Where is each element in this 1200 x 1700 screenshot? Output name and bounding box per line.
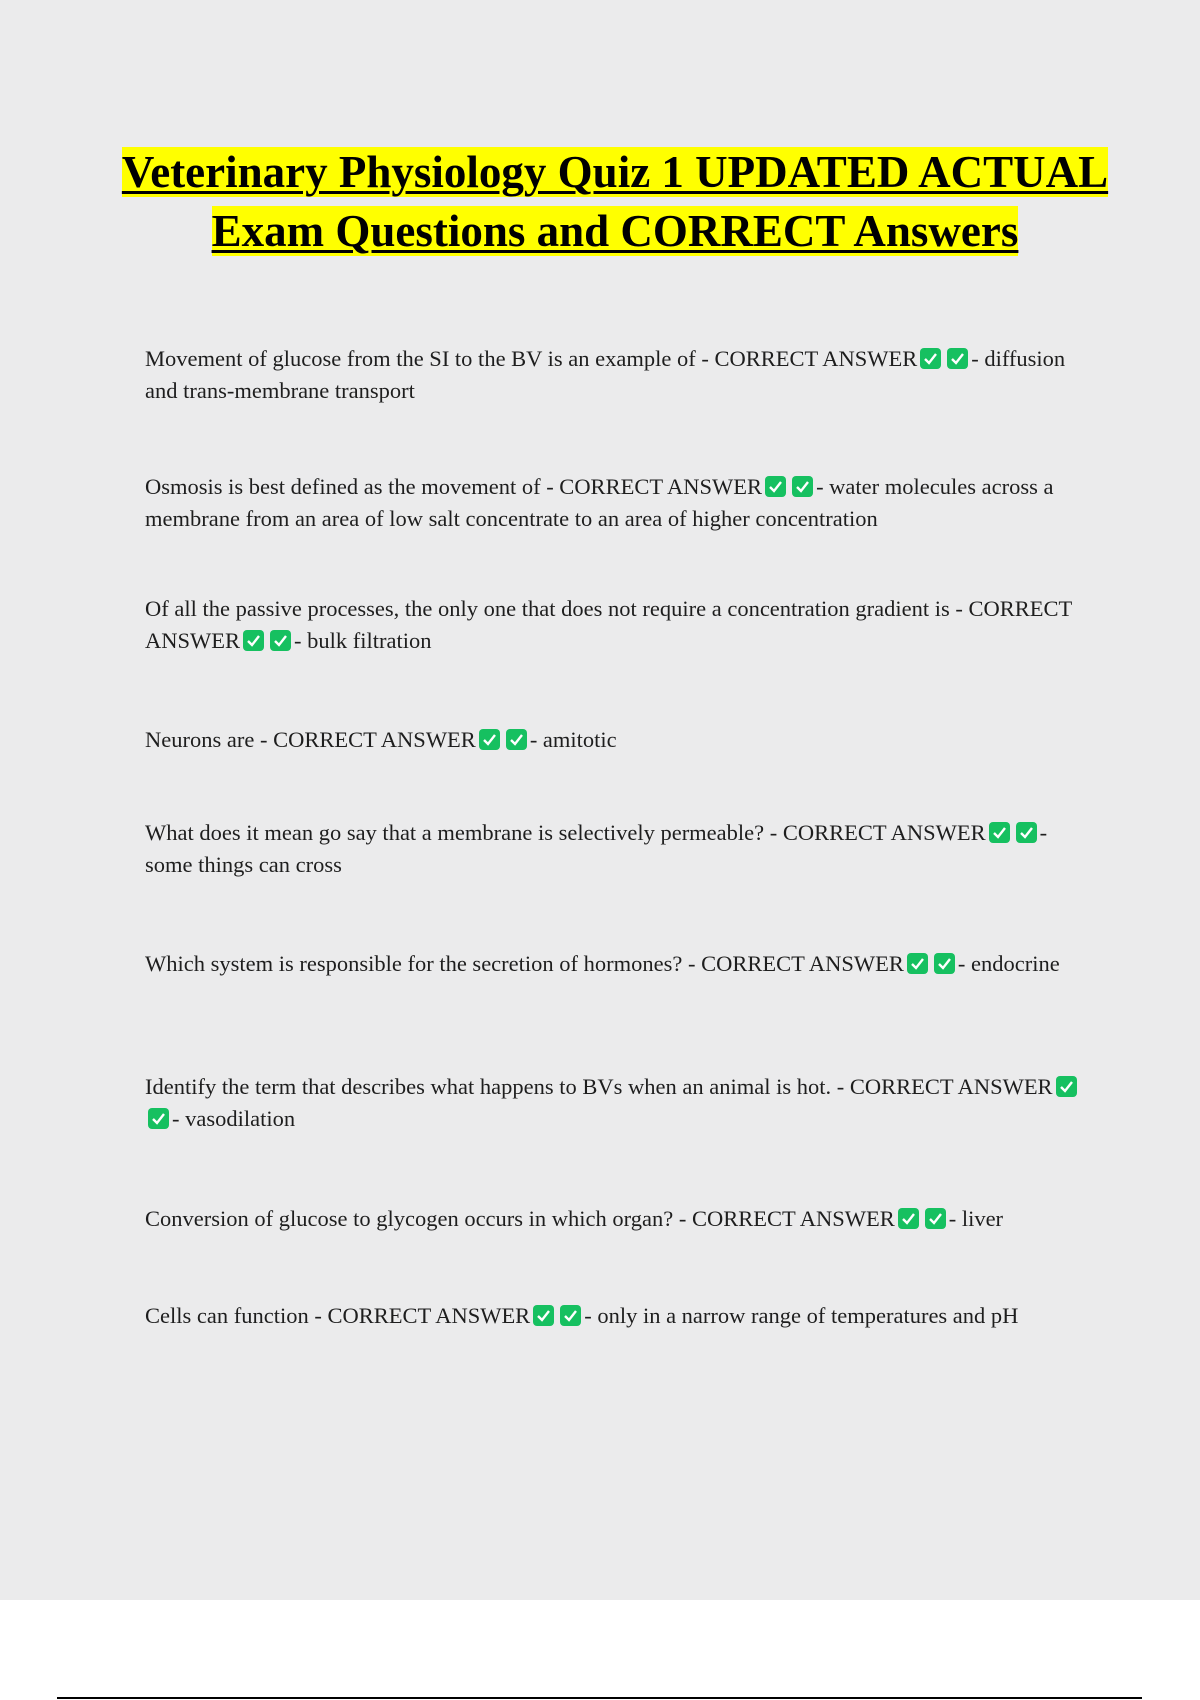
footer-divider: [57, 1697, 1142, 1699]
check-box-icon: [934, 953, 955, 974]
answer-text: - water molecules across a membrane from an area of low salt concentrate to an area of higher concentration: [145, 474, 1054, 531]
qa-item: [145, 724, 1080, 756]
check-box-icon: [560, 1305, 581, 1326]
check-box-icon: [479, 729, 500, 750]
check-box-icon: [989, 822, 1010, 843]
check-box-icon: [765, 476, 786, 497]
question-text: Conversion of glucose to glycogen occurs in which organ? - CORRECT ANSWER: [145, 1206, 895, 1231]
qa-item: [145, 1300, 1080, 1332]
check-box-icon: [270, 630, 291, 651]
check-box-icon: [925, 1208, 946, 1229]
qa-item: [145, 593, 1080, 657]
question-text: Which system is responsible for the secretion of hormones? - CORRECT ANSWER: [145, 951, 904, 976]
question-text: Of all the passive processes, the only one that does not require a concentration gradient is - CORRECT ANSWER: [145, 596, 1072, 653]
question-text: What does it mean go say that a membrane is selectively permeable? - CORRECT ANSWER: [145, 820, 986, 845]
document-title-text: Veterinary Physiology Quiz 1 UPDATED ACTUAL Exam Questions and CORRECT Answers: [121, 147, 1109, 256]
answer-text: - bulk filtration: [294, 628, 432, 653]
check-box-icon: [898, 1208, 919, 1229]
answer-text: - diffusion and trans-membrane transport: [145, 346, 1066, 403]
qa-item: [145, 471, 1080, 535]
answer-text: - endocrine: [957, 951, 1060, 976]
qa-item: [145, 948, 1080, 980]
qa-item: [145, 817, 1080, 881]
document-title: [120, 143, 1110, 261]
check-box-icon: [792, 476, 813, 497]
answer-text: - liver: [948, 1206, 1004, 1231]
qa-item: [145, 1071, 1080, 1135]
check-box-icon: [947, 348, 968, 369]
check-box-icon: [920, 348, 941, 369]
check-box-icon: [907, 953, 928, 974]
question-text: Cells can function - CORRECT ANSWER: [145, 1303, 531, 1328]
answer-text: - some things can cross: [145, 820, 1048, 877]
check-box-icon: [533, 1305, 554, 1326]
answer-text: - amitotic: [529, 727, 617, 752]
question-text: Movement of glucose from the SI to the BV is an example of - CORRECT ANSWER: [145, 346, 918, 371]
check-box-icon: [243, 630, 264, 651]
check-box-icon: [506, 729, 527, 750]
check-box-icon: [1056, 1076, 1077, 1097]
check-box-icon: [148, 1108, 169, 1129]
question-text: Neurons are - CORRECT ANSWER: [145, 727, 476, 752]
question-text: Identify the term that describes what happens to BVs when an animal is hot. - CORRECT ANSWER: [145, 1074, 1053, 1099]
qa-item: [145, 343, 1080, 407]
qa-item: [145, 1203, 1080, 1235]
answer-text: - vasodilation: [172, 1106, 296, 1131]
answer-text: - only in a narrow range of temperatures and pH: [584, 1303, 1019, 1328]
check-box-icon: [1016, 822, 1037, 843]
question-text: Osmosis is best defined as the movement of - CORRECT ANSWER: [145, 474, 763, 499]
